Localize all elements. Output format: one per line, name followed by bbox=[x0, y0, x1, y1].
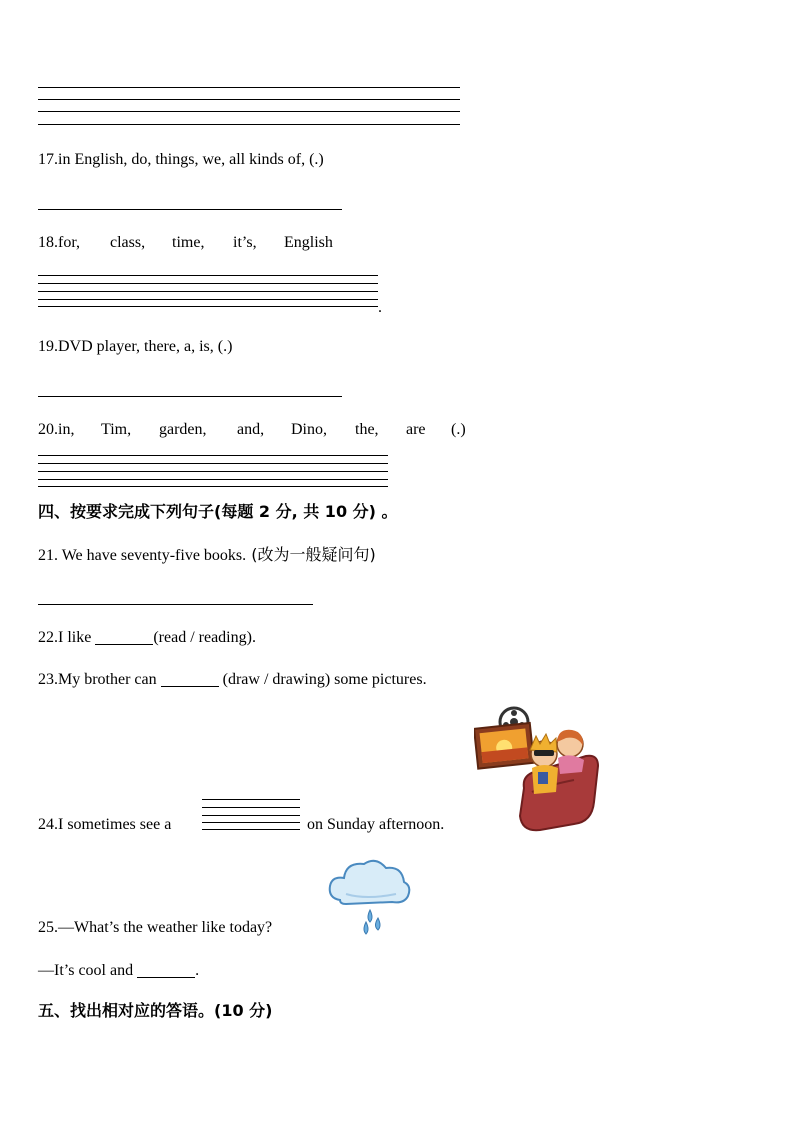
word: the, bbox=[355, 421, 379, 438]
question-text: I like bbox=[58, 629, 96, 646]
cinema-illustration bbox=[474, 706, 602, 832]
answer-line-17[interactable] bbox=[38, 209, 342, 210]
question-number: 23. bbox=[38, 671, 58, 688]
question-text: My brother can bbox=[58, 671, 161, 688]
question-text: I sometimes see a bbox=[58, 816, 172, 833]
word: Tim, bbox=[101, 421, 132, 438]
rain-cloud-icon bbox=[326, 854, 412, 936]
word: (.) bbox=[451, 421, 466, 438]
word: English bbox=[284, 234, 333, 251]
period-mark: . bbox=[378, 299, 382, 316]
question-hint: (改为一般疑问句) bbox=[246, 545, 376, 564]
question-number: 17. bbox=[38, 151, 58, 168]
question-22 bbox=[38, 628, 256, 648]
question-24-end: on Sunday afternoon. bbox=[307, 816, 445, 833]
question-text: DVD player, there, a, is, (.) bbox=[58, 338, 233, 355]
question-18 bbox=[38, 233, 358, 253]
question-17 bbox=[38, 150, 324, 170]
word: in, bbox=[58, 421, 75, 438]
question-number: 20. bbox=[38, 421, 58, 438]
section-5-heading: 五、找出相对应的答语。(10 分) bbox=[38, 1001, 273, 1020]
answer-text: —It’s cool and bbox=[38, 962, 138, 979]
word: time, bbox=[172, 234, 205, 251]
word: are bbox=[406, 421, 426, 438]
question-text: We have seventy-five books. bbox=[58, 547, 247, 564]
question-19 bbox=[38, 337, 232, 357]
question-25 bbox=[38, 918, 272, 938]
question-number: 19. bbox=[38, 338, 58, 355]
question-25-answer bbox=[38, 961, 199, 981]
question-number: 25. bbox=[38, 919, 58, 936]
fill-blank[interactable] bbox=[137, 961, 195, 978]
fill-blank[interactable] bbox=[95, 628, 153, 645]
word: and, bbox=[237, 421, 265, 438]
answer-line-21[interactable] bbox=[38, 604, 313, 605]
word: garden, bbox=[159, 421, 207, 438]
question-20 bbox=[38, 420, 478, 440]
question-number: 22. bbox=[38, 629, 58, 646]
question-number: 21. bbox=[38, 547, 58, 564]
question-number: 24. bbox=[38, 816, 58, 833]
question-24 bbox=[38, 815, 171, 835]
fill-blank[interactable] bbox=[161, 670, 219, 687]
word: for, bbox=[58, 234, 81, 251]
answer-line-19[interactable] bbox=[38, 396, 342, 397]
question-23 bbox=[38, 670, 427, 690]
word: it’s, bbox=[233, 234, 257, 251]
question-options: (draw / drawing) some pictures. bbox=[218, 671, 427, 688]
question-text: —What’s the weather like today? bbox=[58, 919, 273, 936]
question-number: 18. bbox=[38, 234, 58, 251]
word: Dino, bbox=[291, 421, 327, 438]
question-text: in English, do, things, we, all kinds of, (.) bbox=[58, 151, 324, 168]
period-mark: . bbox=[195, 962, 200, 979]
question-options: (read / reading). bbox=[153, 629, 256, 646]
word: class, bbox=[110, 234, 146, 251]
section-4-heading: 四、按要求完成下列句子(每题 2 分, 共 10 分) 。 bbox=[38, 502, 398, 521]
question-21 bbox=[38, 545, 376, 566]
